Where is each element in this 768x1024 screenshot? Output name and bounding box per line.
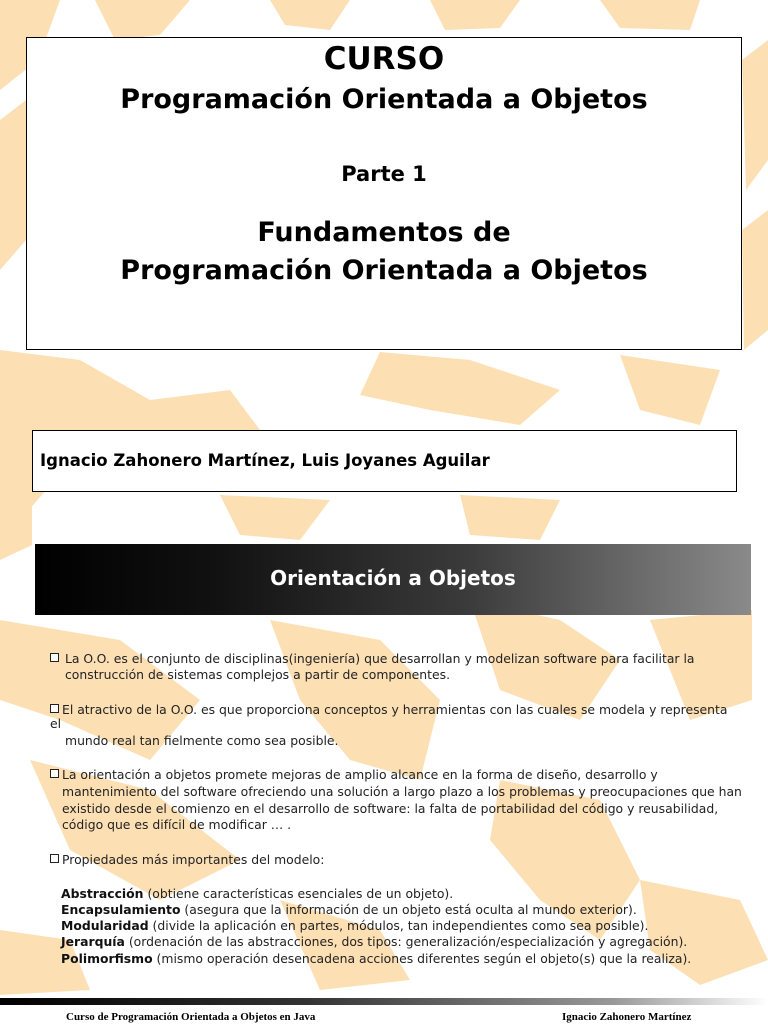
paragraph-2-line-3: mundo real tan fielmente como sea posible. [65, 733, 339, 748]
footer-author: Ignacio Zahonero Martínez [562, 1011, 692, 1023]
part-label: Parte 1 [341, 162, 427, 186]
paragraph-3-line-4: código que es difícil de modificar … . [62, 817, 292, 832]
property-term: Polimorfismo [61, 951, 153, 966]
property-term: Abstracción [61, 886, 144, 901]
property-item [61, 886, 453, 902]
property-term: Encapsulamiento [61, 902, 181, 917]
property-item [61, 902, 637, 918]
title-box [26, 37, 742, 350]
paragraph-1-line-2: construcción de sistemas complejos a partir de componentes. [65, 667, 451, 682]
property-desc: (divide la aplicación en partes, módulos, tan independientes como sea posible). [148, 918, 649, 933]
property-desc: (mismo operación desencadena acciones diferentes según el objeto(s) que la realiza). [152, 951, 692, 966]
property-item [61, 934, 687, 950]
course-label: CURSO [323, 41, 445, 77]
paragraph-1-line-1: La O.O. es el conjunto de disciplinas(ingeniería) que desarrollan y modelizan software para facilitar la [65, 651, 695, 666]
footer-divider [0, 998, 768, 1005]
section-header-bar [35, 544, 751, 615]
section-title: Orientación a Objetos [270, 566, 516, 590]
property-item [61, 951, 691, 967]
authors-box [32, 430, 737, 492]
bullet-icon [50, 704, 59, 713]
property-desc: (obtiene características esenciales de un objeto). [143, 886, 454, 901]
paragraph-2-line-2: el [50, 716, 62, 731]
paragraph-3-line-3: existido desde el comienzo en el desarrollo de software: la falta de portabilidad del código y reusabilidad, [62, 801, 719, 816]
paragraph-3-line-1: La orientación a objetos promete mejoras de amplio alcance en la forma de diseño, desarrollo y [62, 767, 658, 782]
paragraph-2-line-1: El atractivo de la O.O. es que proporciona conceptos y herramientas con las cuales se modela y representa [62, 702, 728, 717]
property-item [61, 918, 648, 934]
paragraph-3-line-2: mantenimiento del software ofreciendo una solución a largo plazo a los problemas y preocupaciones que han [62, 784, 742, 799]
part-heading [27, 214, 741, 290]
footer-course-title: Curso de Programación Orientada a Objetos en Java [66, 1011, 316, 1023]
bullet-icon [50, 854, 59, 863]
bullet-icon [50, 653, 59, 662]
property-desc: (asegura que la información de un objeto está oculta al mundo exterior). [180, 902, 637, 917]
paragraph-4-line-1: Propiedades más importantes del modelo: [62, 852, 325, 867]
part-heading-line1: Fundamentos de [257, 217, 511, 248]
authors-text: Ignacio Zahonero Martínez, Luis Joyanes Aguilar [40, 451, 490, 470]
part-heading-line2: Programación Orientada a Objetos [120, 255, 648, 286]
property-desc: (ordenación de las abstracciones, dos tipos: generalización/especialización y agregación). [124, 934, 688, 949]
bullet-icon [50, 769, 59, 778]
course-subtitle: Programación Orientada a Objetos [120, 84, 648, 115]
property-term: Jerarquía [61, 934, 125, 949]
property-term: Modularidad [61, 918, 149, 933]
